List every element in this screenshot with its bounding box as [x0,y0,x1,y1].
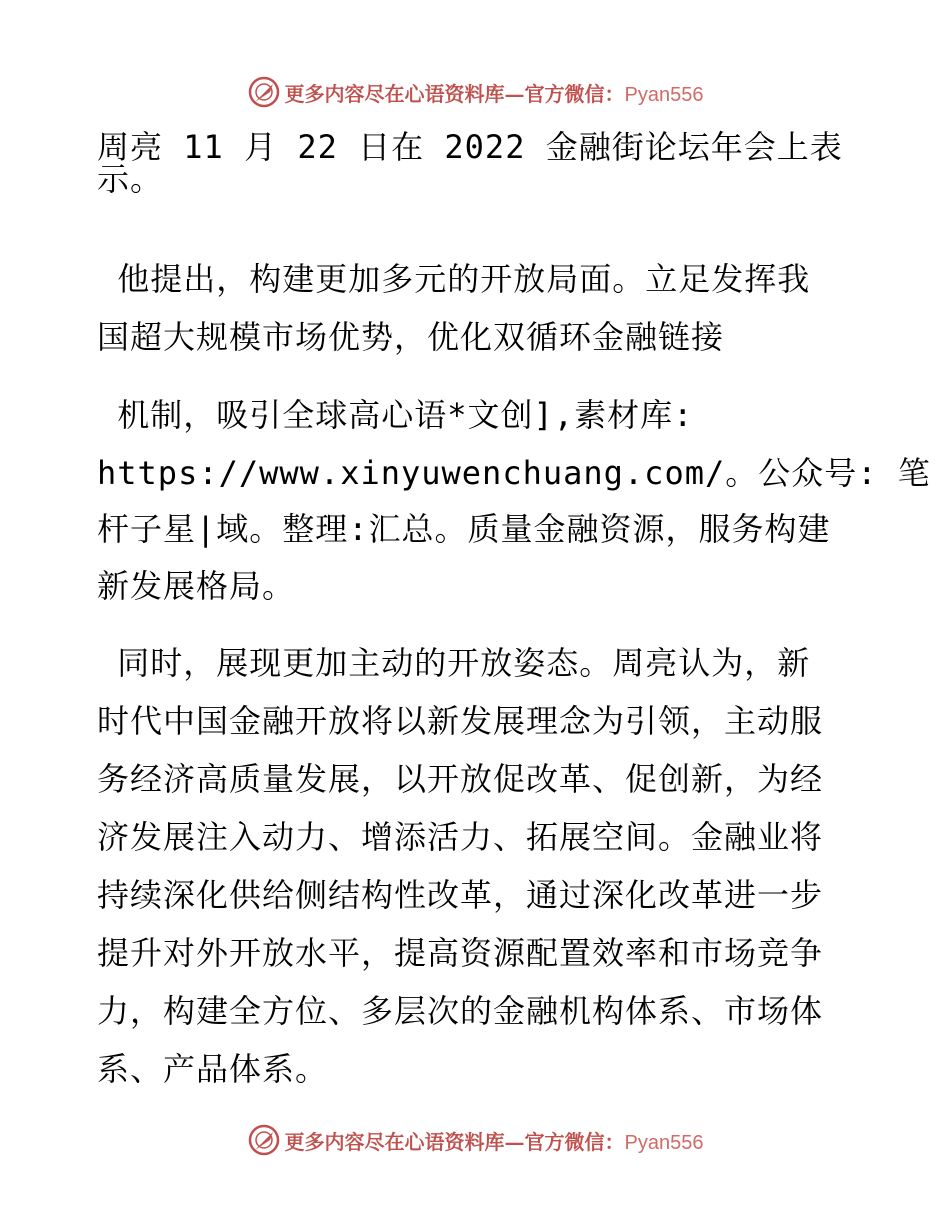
text-line: 杆子星|域。整理:汇总。质量金融资源，服务构建 [97,510,831,548]
footer-banner [0,1120,950,1160]
text-line: 周亮 11 月 22 日在 2022 金融街论坛年会上表 [97,128,843,166]
text-line: 示。 [97,160,164,198]
text-line: 国超大规模市场优势，优化双循环金融链接 [97,318,725,356]
text-line: 力，构建全方位、多层次的金融机构体系、市场体 [97,992,824,1030]
footer-wechat-id: Pyan556 [624,1131,704,1154]
feather-pen-logo-icon [247,1123,281,1157]
header-banner [0,72,950,112]
text-line: 同时，展现更加主动的开放姿态。周亮认为，新 [97,644,811,682]
text-line: 新发展格局。 [97,567,296,605]
text-line: 济发展注入动力、增添活力、拓展空间。金融业将 [97,818,824,856]
footer-banner-text: 更多内容尽在心语资料库—官方微信：Pyan556 [284,1129,704,1154]
text-line: 他提出，构建更加多元的开放局面。立足发挥我 [97,260,811,298]
text-line: https://www.xinyuwenchuang.com/。公众号: 笔 [97,454,931,492]
text-line: 持续深化供给侧结构性改革，通过深化改革进一步 [97,876,824,914]
text-line: 务经济高质量发展，以开放促改革、促创新，为经 [97,760,824,798]
text-line: 系、产品体系。 [97,1050,329,1088]
text-line: 机制，吸引全球高心语*文创],素材库: [97,396,694,434]
header-banner-text: 更多内容尽在心语资料库—官方微信：Pyan556 [284,81,704,106]
feather-pen-logo-icon [247,75,281,109]
header-wechat-id: Pyan556 [624,83,704,106]
text-line: 时代中国金融开放将以新发展理念为引领，主动服 [97,702,824,740]
text-line: 提升对外开放水平，提高资源配置效率和市场竞争 [97,934,824,972]
